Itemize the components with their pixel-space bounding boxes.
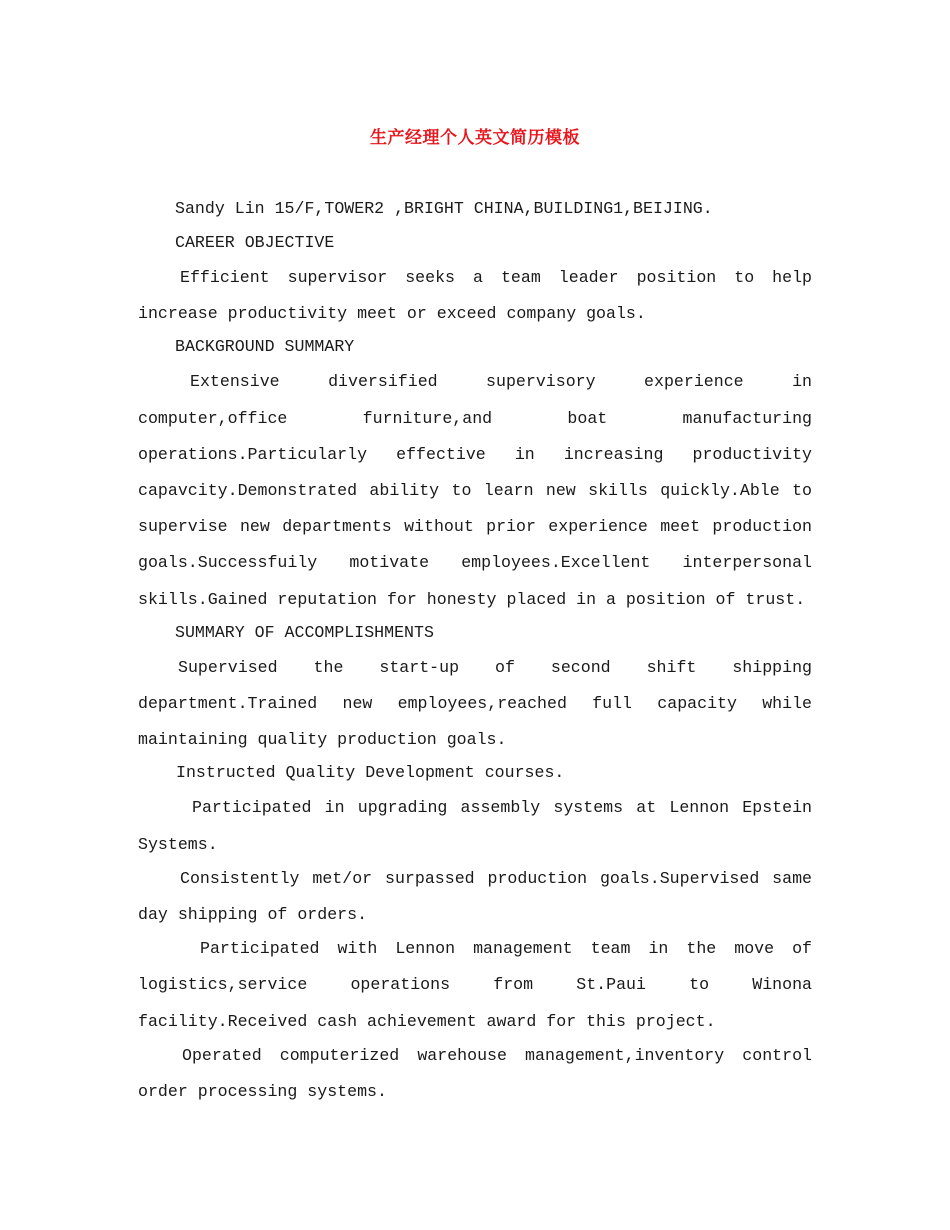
background-summary-text: Extensive diversified supervisory experience in computer,office furniture,and boat manufacturing operations.Particularly effective in increasing productivity capavcity.Demonstrated ability to learn new skills quickly.Able to supervise new departments without prior experience meet production goals.Successfuily motivate employees.Excellent interpersonal skills.Gained reputation for honesty placed in a position of trust. (138, 372, 812, 609)
accomplishment-item: Instructed Quality Development courses. (176, 763, 565, 783)
career-objective-heading: CAREER OBJECTIVE (175, 233, 335, 252)
document-title: 生产经理个人英文简历模板 (370, 128, 580, 148)
career-objective-text: Efficient supervisor seeks a team leader position to help increase productivity meet or exceed company goals. (138, 268, 812, 324)
accomplishments-heading: SUMMARY OF ACCOMPLISHMENTS (175, 622, 434, 642)
background-summary-heading: BACKGROUND SUMMARY (175, 337, 355, 357)
accomplishment-item: Participated in upgrading assembly systems at Lennon Epstein Systems. (138, 798, 812, 854)
contact-line: Sandy Lin 15/F,TOWER2 ,BRIGHT CHINA,BUILDING1,BEIJING. (175, 199, 713, 218)
accomplishment-item: Supervised the start-up of second shift shipping department.Trained new employees,reached full capacity while maintaining quality production goals. (138, 657, 812, 750)
accomplishment-item: Operated computerized warehouse management,inventory control order processing systems. (138, 1045, 812, 1102)
accomplishment-item: Participated with Lennon management team in the move of logistics,service operations from St.Paui to Winona facility.Received cash achievement award for this project. (138, 939, 812, 1031)
accomplishment-item: Consistently met/or surpassed production goals.Supervised same day shipping of orders. (138, 868, 812, 925)
document-body (138, 192, 812, 1108)
